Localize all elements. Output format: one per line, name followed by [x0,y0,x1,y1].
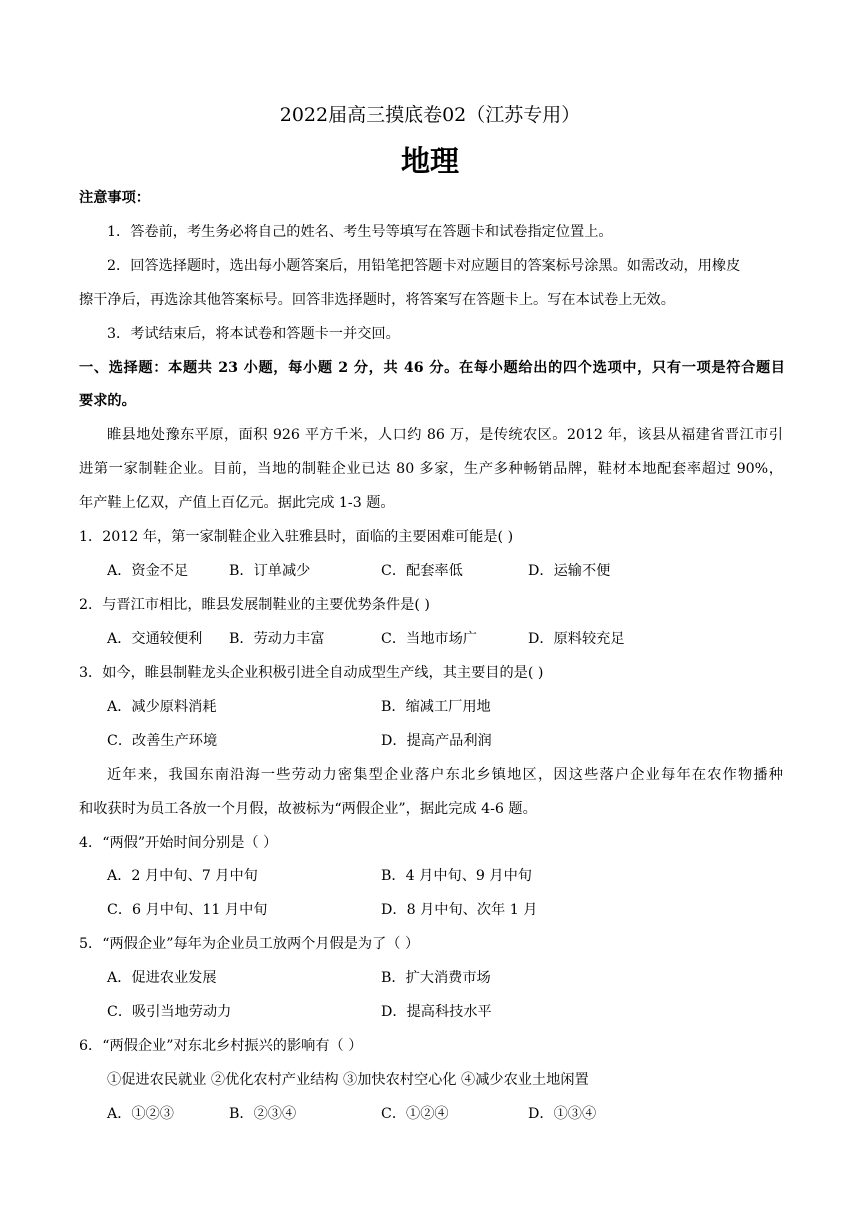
question-2-option-c: C．当地市场广 [381,631,477,647]
passage-2-line-1: 近年来，我国东南沿海一些劳动力密集型企业落户东北乡镇地区，因这些落户企业每年在农作物播种 [107,767,783,783]
question-1-option-d: D．运输不便 [528,563,611,579]
notice-item-1: 1．答卷前，考生务必将自己的姓名、考生号等填写在答题卡和试卷指定位置上。 [107,224,613,240]
question-4-option-a: A．2 月中旬、7 月中旬 [107,868,258,884]
question-3-option-b: B．缩减工厂用地 [381,699,491,715]
question-1-option-c: C．配套率低 [381,563,463,579]
question-4-option-b: B．4 月中旬、9 月中旬 [381,868,532,884]
question-6-option-b: B．②③④ [229,1106,297,1122]
question-6-statements: ①促进农民就业 ②优化农村产业结构 ③加快农村空心化 ④减少农业土地闲置 [107,1072,589,1088]
question-2-stem: 2．与晋江市相比，睢县发展制鞋业的主要优势条件是( ) [79,597,430,613]
question-3-option-a: A．减少原料消耗 [107,699,217,715]
question-5-option-a: A．促进农业发展 [107,970,217,986]
question-1-option-a: A．资金不足 [107,563,189,579]
question-5-option-b: B．扩大消费市场 [381,970,491,986]
question-1-option-b: B．订单减少 [229,563,311,579]
passage-1-line-1: 睢县地处豫东平原，面积 926 平方千米，人口约 86 万，是传统农区。2012 年，该县从福建省晋江市引 [107,427,783,443]
section-heading-line-2: 要求的。 [79,393,136,409]
question-5-option-c: C．吸引当地劳动力 [107,1004,232,1020]
passage-1-line-3: 年产鞋上亿双，产值上百亿元。据此完成 1-3 题。 [79,495,395,511]
question-6-stem: 6．“两假企业”对东北乡村振兴的影响有（ ） [79,1038,363,1054]
question-2-option-a: A．交通较便利 [107,631,203,647]
passage-2-line-2: 和收获时为员工各放一个月假，故被标为“两假企业”，据此完成 4-6 题。 [79,801,537,817]
question-2-option-d: D．原料较充足 [528,631,625,647]
notice-item-2-line-2: 擦干净后，再选涂其他答案标号。回答非选择题时，将答案写在答题卡上。写在本试卷上无效。 [79,292,675,308]
question-4-option-c: C．6 月中旬、11 月中旬 [107,902,268,918]
notice-item-2-line-1: 2．回答选择题时，选出每小题答案后，用铅笔把答题卡对应题目的答案标号涂黑。如需改动，用橡皮 [107,258,741,274]
notice-item-3: 3．考试结束后，将本试卷和答题卡一并交回。 [107,326,400,342]
question-6-option-d: D．①③④ [528,1106,597,1122]
question-6-option-c: C．①②④ [381,1106,449,1122]
question-1-stem: 1．2012 年，第一家制鞋企业入驻雅县时，面临的主要困难可能是( ) [79,529,514,545]
exam-title: 2022届高三摸底卷02（江苏专用） [279,104,581,126]
section-heading-line-1: 一、选择题：本题共 23 小题，每小题 2 分，共 46 分。在每小题给出的四个选项中，只有一项是符合题目 [79,360,785,376]
question-4-option-d: D．8 月中旬、次年 1 月 [381,902,538,918]
question-5-option-d: D．提高科技水平 [381,1004,492,1020]
question-3-option-c: C．改善生产环境 [107,733,218,749]
question-4-stem: 4．“两假”开始时间分别是（ ） [79,835,278,851]
question-5-stem: 5．“两假企业”每年为企业员工放两个月假是为了（ ） [79,936,420,952]
question-6-option-a: A．①②③ [107,1106,174,1122]
subject-title: 地理 [400,144,459,178]
question-3-option-d: D．提高产品利润 [381,733,492,749]
question-3-stem: 3．如今，睢县制鞋龙头企业积极引进全自动成型生产线，其主要目的是( ) [79,665,544,681]
notice-heading: 注意事项： [79,190,150,206]
passage-1-line-2: 进第一家制鞋企业。目前，当地的制鞋企业已达 80 多家，生产多种畅销品牌，鞋材本地配套率超过 90%， [79,461,783,477]
question-2-option-b: B．劳动力丰富 [229,631,325,647]
